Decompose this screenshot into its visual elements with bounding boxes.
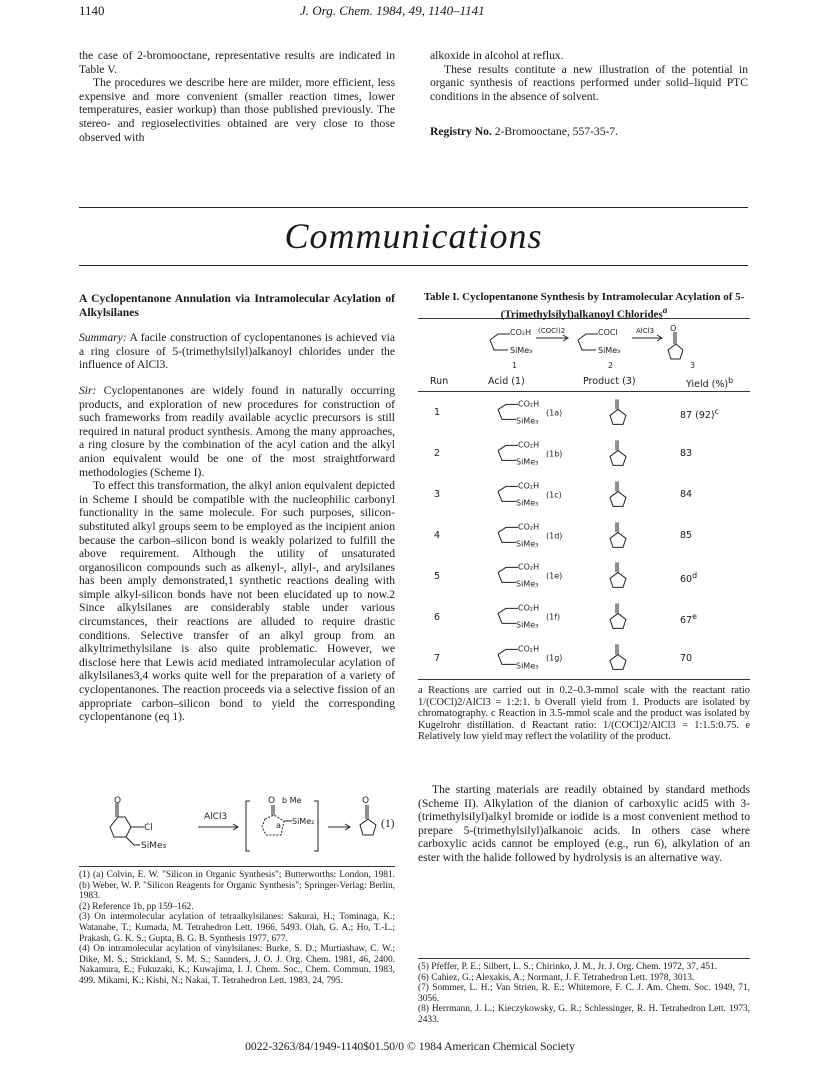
svg-text:SiMe₃: SiMe₃: [598, 346, 621, 355]
svg-text:COCl: COCl: [598, 328, 618, 337]
acid-group-label: CO₂H: [518, 440, 540, 450]
table-row: [418, 597, 750, 638]
acid-structure: [458, 556, 658, 597]
svg-text:SiMe₃: SiMe₃: [510, 346, 533, 355]
footnote: (6) Cahiez, G.; Alexakis, A.; Normant, J. F. Tetrahedron Lett. 1978, 3013.: [418, 972, 695, 983]
cell-run: 5: [434, 570, 441, 582]
table-rule-mid: [418, 391, 750, 392]
cell-yield: 85: [680, 529, 693, 541]
banner-rule-bottom: [79, 265, 748, 266]
continued-para-3: alkoxide in alcohol at reflux.: [430, 49, 564, 62]
cell-yield: 83: [680, 448, 693, 460]
table-title-mark: a: [662, 304, 668, 315]
table-rule-bottom: [418, 679, 750, 680]
footnote-rule-right: [418, 958, 750, 959]
compound-label: (1g): [546, 653, 563, 663]
footnotes-right: [418, 962, 750, 1026]
scheme-label: 3: [690, 361, 696, 370]
table-body: [418, 393, 750, 679]
cell-yield: 70: [680, 652, 693, 664]
cell-run: 3: [434, 489, 441, 501]
table-title: [418, 291, 750, 321]
registry-label: Registry No.: [430, 125, 492, 139]
registry-text: 2-Bromooctane, 557-35-7.: [494, 125, 619, 139]
cell-run: 6: [434, 611, 441, 623]
body-para-3: The starting materials are readily obtained by standard methods (Scheme II). Alkylation of the dianion of carboxylic acid5 with 3-(trimethylsilyl)alkyl bromide or iodide is a most convenient method to prepare 5-(trimethylsilyl)alkanoic acids. In others case where carboxylic acids cannot be employed (e.g., run 6), alkylation of an ester with the halide followed by hydrolysis is an alternative way.: [418, 783, 750, 864]
yield-footnote-mark: c: [714, 407, 719, 417]
registry-line: [430, 125, 748, 139]
table-scheme: [418, 322, 750, 380]
table-row: [418, 516, 750, 557]
sir-label: Sir:: [79, 383, 97, 397]
article-title: A Cyclopentanone Annulation via Intramolecular Acylation of Alkylsilanes: [79, 292, 395, 319]
equation-number: (1): [381, 817, 395, 830]
silyl-group-label: SiMe₃: [516, 661, 539, 671]
summary-label: Summary:: [79, 331, 127, 345]
silyl-group-label: SiMe₃: [516, 620, 539, 630]
body-para-2: To effect this transformation, the alkyl anion equivalent depicted in Scheme I should be compatible with the nucleophilic carbonyl functionality in the same molecule. For such purposes, silicon-substituted alkyl groups seem to be employed as the incipient anion because the carbon–silicon bond is weakly polarized to fulfill the above requirement. Although the utility of unsaturated organosilicon compounds such as alkenyl-, allyl-, and arylsilanes has been amply demonstrated,1 synthetic reactions dealing with simple alkyl-silicon bonds have not been elucidated up to now.2 Since alkylsilanes are considerably stable under various circumstances, their reactions are alluded to require drastic conditions. Selective transfer of an alkyl group from an alkyltrimethylsilane is also quite problematic. However, we disclose here that Lewis acid mediated intramolecular acylation of alkylsilanes3,4 works quite well for the preparation of a variety of cyclopentanones. The reaction proceeds via a selective fission of an appropriate carbon–silicon bond to yield the corresponding cyclopentanone (eq 1).: [79, 479, 395, 724]
cell-yield: 60$^d$: [680, 570, 698, 585]
svg-text:O: O: [362, 796, 370, 806]
continued-para-2: The procedures we describe here are milder, more efficient, less expensive and more convenient (smaller reaction times, lower temperatures, easier workup) than those published previously. The stereo- and regioselectivities obtained are very close to those observed with: [79, 76, 395, 144]
acid-structure: [458, 475, 658, 516]
table-row: [418, 434, 750, 475]
footnote: (4) On intramolecular acylation of vinylsilanes: Burke, S. D.; Murtiashaw, C. W.; Dike, M. S.; Strickland, S. M. S.; Saunders, J. O. J. Org. Chem. 1981, 46, 2400. Nakamura, E.; Fukuzaki, K.; Kuwajima, I. J. Chem. Soc., Chem. Commun. 1983, 499. Mikami, K.; Kishi, N.; Nakai, T. Tetrahedron Lett. 1983, 24, 795.: [79, 944, 395, 986]
acid-structure: [458, 434, 658, 475]
table-row: [418, 638, 750, 679]
table-notes: a Reactions are carried out in 0.2–0.3-mmol scale with the reactant ratio 1/(COCl)2/AlCl3 = 1:2:1. b Overall yield from 1. Products are isolated by chromatography. c Reaction in 3.5-mmol scale and the product was isolated by Kugelrohr distillation. d Reactant ratio: 1/(COCl)2/AlCl3 = 1:1.5:0.75. e Relatively low yield may reflect the volatility of the product.: [418, 685, 750, 743]
cell-run: 4: [434, 529, 441, 541]
acid-group-label: CO₂H: [518, 644, 540, 654]
table-rule-top: [418, 318, 750, 319]
svg-text:Cl: Cl: [144, 823, 153, 833]
cell-run: 2: [434, 448, 441, 460]
table-row: [418, 475, 750, 516]
banner-rule-top: [79, 207, 748, 208]
acid-structure: [458, 638, 658, 679]
cell-yield: 67e: [680, 611, 697, 626]
header-run: Run: [430, 376, 449, 387]
yield-footnote-mark: e: [692, 611, 697, 621]
silyl-group-label: SiMe₃: [516, 416, 539, 426]
continued-text-right: [430, 49, 748, 139]
yield-footnote-mark: d: [692, 570, 698, 580]
product-structure: [610, 645, 626, 670]
svg-text:O: O: [670, 324, 677, 333]
footnote: (3) On intermolecular acylation of tetraalkylsilanes: Sakurai, H.; Tominaga, K.; Watanabe, T.; Kumada, M. Tetrahedron Lett. 1966, 5493. Olah, G. A.; Ho, T.-L.; Prakash, G. K. S.; Gupta, B. G. B. Synthesis 1977, 677.: [79, 912, 395, 944]
table-row: [418, 393, 750, 434]
scheme-reagent-2: AlCl3: [636, 327, 655, 335]
svg-text:CO₂H: CO₂H: [510, 328, 532, 337]
section-title: Communications: [284, 216, 543, 256]
footnote: (5) Pfeffer, P. E.; Silbert, L. S.; Chirinko, J. M., Jr. J. Org. Chem. 1972, 37, 451.: [418, 962, 718, 972]
silyl-group-label: SiMe₃: [516, 538, 539, 548]
footnotes-left: [79, 870, 395, 987]
acid-group-label: CO₂H: [518, 603, 540, 613]
scheme-label: 1: [512, 361, 518, 370]
compound-label: (1d): [546, 530, 563, 540]
header-yield: Yield (%)$^b$: [686, 376, 734, 391]
svg-text:a: a: [276, 821, 281, 830]
summary: [79, 331, 395, 372]
compound-label: (1e): [546, 571, 563, 581]
product-structure: [610, 481, 626, 506]
product-structure: [610, 604, 626, 629]
silyl-group-label: SiMe₃: [516, 579, 539, 589]
svg-text:b Me: b Me: [282, 796, 302, 805]
continued-para-4: These results contitute a new illustration of the potential in organic synthesis of reactions performed under solid–liquid PTC conditions in the absence of solvent.: [430, 62, 748, 103]
cell-yield: 84: [680, 489, 693, 501]
table-header-row: [418, 376, 750, 390]
footnote: (2) Reference 1b, pp 159–162.: [79, 901, 194, 912]
acid-structure: [458, 516, 658, 557]
product-structure: [610, 563, 626, 588]
footnote: (1) (a) Colvin, E. W. "Silicon in Organic Synthesis"; Butterworths: London, 1981. (b) Weber, W. P. "Silicon Reagents for Organic Synthesis"; Springer-Verlag: Berlin, 1983.: [79, 870, 395, 902]
article-left-column: [79, 292, 395, 724]
compound-label: (1b): [546, 449, 563, 459]
silyl-group-label: SiMe₃: [516, 457, 539, 467]
compound-label: (1f): [546, 612, 561, 622]
acid-group-label: CO₂H: [518, 481, 540, 491]
acid-group-label: CO₂H: [518, 562, 540, 572]
footnote: (8) Herrmann, J. L.; Kieczykowsky, G. R.; Schlessinger, R. H. Tetrahedron Lett. 1973, 2433.: [418, 1004, 750, 1025]
footnote-rule-left: [79, 866, 395, 867]
acid-group-label: CO₂H: [518, 399, 540, 409]
cell-run: 7: [434, 652, 441, 664]
table-row: [418, 556, 750, 597]
svg-text:O: O: [268, 796, 276, 806]
product-structure: [610, 440, 626, 465]
compound-label: (1a): [546, 408, 563, 418]
scheme-reagent-1: (COCl)2: [538, 327, 566, 335]
acid-group-label: CO₂H: [518, 521, 540, 531]
header-acid: Acid (1): [488, 376, 525, 387]
scheme-label: 2: [608, 361, 614, 370]
section-banner: [79, 207, 748, 267]
body-para-1: [79, 384, 395, 479]
journal-header: [300, 3, 485, 19]
page-footer: 0022-3263/84/1949-1140$01.50/0 © 1984 American Chemical Society: [245, 1040, 575, 1053]
cell-yield: 87 $(92)^c$: [680, 407, 719, 422]
svg-text:SiMe₂: SiMe₂: [292, 817, 315, 826]
table-title-text: Table I. Cyclopentanone Synthesis by Intramolecular Acylation of 5-(Trimethylsilyl)alkanoyl Chlorides: [423, 291, 745, 321]
svg-text:O: O: [114, 796, 122, 806]
header-yield-mark: b: [728, 376, 734, 385]
acid-structure: [458, 597, 658, 638]
cell-run: 1: [434, 407, 441, 419]
page-number: 1140: [79, 3, 105, 18]
footnote: (7) Sommer, L. H.; Van Strien, R. E.; Whitemore, F. C. J. Am. Chem. Soc. 1949, 71, 3056.: [418, 983, 750, 1004]
header-product: Product (3): [583, 376, 636, 387]
journal-line: J. Org. Chem. 1984, 49, 1140–1141: [300, 3, 485, 18]
acid-structure: [458, 393, 658, 434]
body-para-1-text: Cyclopentanones are widely found in naturally occurring products, and exploration of new procedures for construction of such frameworks from readily available acyclic precursors is still required in natural product synthesis. Among the many approaches, a ring closure by the combination of the acyl cation and the alkyl anion equivalent would be one of the most straightforward methodologies (Scheme I).: [79, 383, 395, 479]
summary-text: A facile construction of cyclopentanones is achieved via a ring closure of 5-(trimethylsilyl)alkanoyl chlorides under the influence of AlCl3.: [79, 331, 395, 372]
equation-reagent: AlCl3: [204, 812, 228, 822]
svg-text:SiMe₃: SiMe₃: [141, 841, 167, 851]
product-structure: [610, 399, 626, 424]
product-structure: [610, 522, 626, 547]
compound-label: (1c): [546, 490, 562, 500]
silyl-group-label: SiMe₃: [516, 498, 539, 508]
continued-para-1: the case of 2-bromooctane, representative results are indicated in Table V.: [79, 49, 395, 76]
continued-text-left: [79, 49, 395, 144]
equation-1: [100, 795, 400, 855]
article-right-column: [418, 783, 750, 865]
